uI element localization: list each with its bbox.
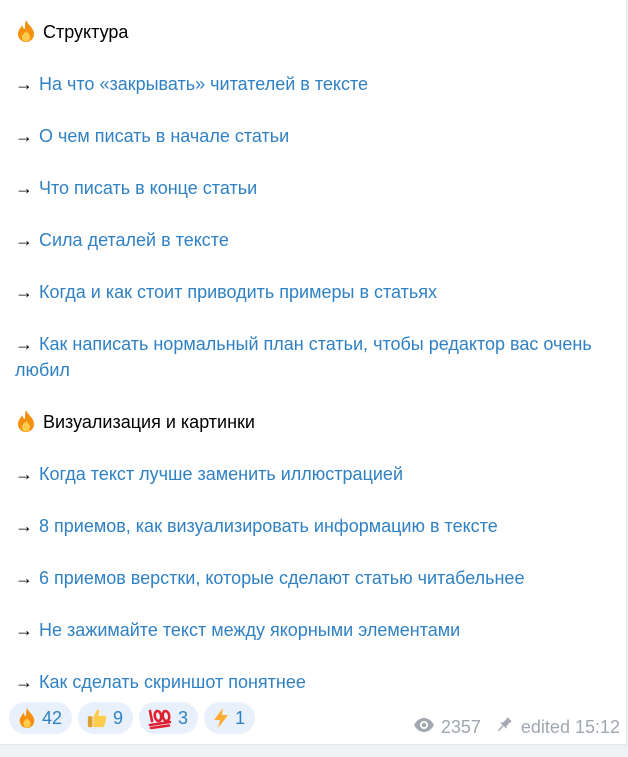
article-link[interactable]: Как написать нормальный план статьи, чтобы редактор вас очень любил — [15, 334, 592, 380]
arrow-glyph: → — [15, 230, 33, 250]
list-item — [15, 617, 608, 643]
reaction-lightning[interactable] — [204, 702, 255, 734]
arrow-glyph: → — [15, 334, 33, 354]
arrow-glyph: → — [15, 282, 33, 302]
arrow-glyph: → — [15, 672, 33, 692]
reaction-thumbs-up[interactable] — [78, 702, 133, 734]
arrow-glyph: → — [15, 568, 33, 588]
fire-icon — [15, 19, 37, 43]
section-heading-structure — [15, 19, 608, 45]
list-item — [15, 71, 608, 97]
reaction-hundred[interactable] — [139, 702, 198, 734]
pin-icon — [495, 716, 513, 739]
reaction-count: 1 — [235, 707, 246, 728]
article-link[interactable]: 8 приемов, как визуализировать информацию в тексте — [39, 516, 498, 536]
article-link[interactable]: Сила деталей в тексте — [39, 230, 229, 250]
list-item — [15, 279, 608, 305]
section-heading-label: Структура — [43, 22, 129, 42]
article-link[interactable]: На что «закрывать» читателей в тексте — [39, 74, 369, 94]
fire-icon — [17, 707, 37, 729]
list-item — [15, 227, 608, 253]
view-count: 2357 — [440, 717, 481, 737]
list-item — [15, 513, 608, 539]
list-item — [15, 175, 608, 201]
arrow-glyph: → — [15, 178, 33, 198]
section-heading-label: Визуализация и картинки — [43, 412, 255, 432]
eye-icon — [413, 717, 435, 738]
arrow-glyph: → — [15, 516, 33, 536]
lightning-icon — [212, 707, 230, 729]
article-link[interactable]: Что писать в конце статьи — [39, 178, 258, 198]
list-item — [15, 565, 608, 591]
fire-icon — [15, 409, 37, 433]
list-item — [15, 669, 608, 695]
article-link[interactable]: 6 приемов верстки, которые сделают статью читабельнее — [39, 568, 525, 588]
article-link[interactable]: О чем писать в начале статьи — [39, 126, 290, 146]
reaction-count: 42 — [42, 707, 63, 728]
thumbs-up-icon — [86, 707, 108, 729]
article-link[interactable]: Когда текст лучше заменить иллюстрацией — [39, 464, 403, 484]
list-item — [15, 123, 608, 149]
reaction-count: 3 — [178, 707, 189, 728]
article-link[interactable]: Как сделать скриншот понятнее — [39, 672, 306, 692]
hundred-points-icon — [147, 707, 173, 729]
reaction-count: 9 — [113, 707, 124, 728]
article-link[interactable]: Не зажимайте текст между якорными элементами — [39, 620, 461, 640]
arrow-glyph: → — [15, 620, 33, 640]
message-meta — [413, 716, 620, 739]
arrow-glyph: → — [15, 464, 33, 484]
list-item — [15, 461, 608, 487]
edited-timestamp: edited 15:12 — [520, 717, 620, 737]
section-heading-visualization — [15, 409, 608, 435]
reaction-fire[interactable] — [9, 702, 72, 734]
list-item — [15, 331, 608, 383]
article-link[interactable]: Когда и как стоит приводить примеры в статьях — [39, 282, 438, 302]
reactions-bar — [9, 702, 255, 734]
arrow-glyph: → — [15, 126, 33, 146]
arrow-glyph: → — [15, 74, 33, 94]
